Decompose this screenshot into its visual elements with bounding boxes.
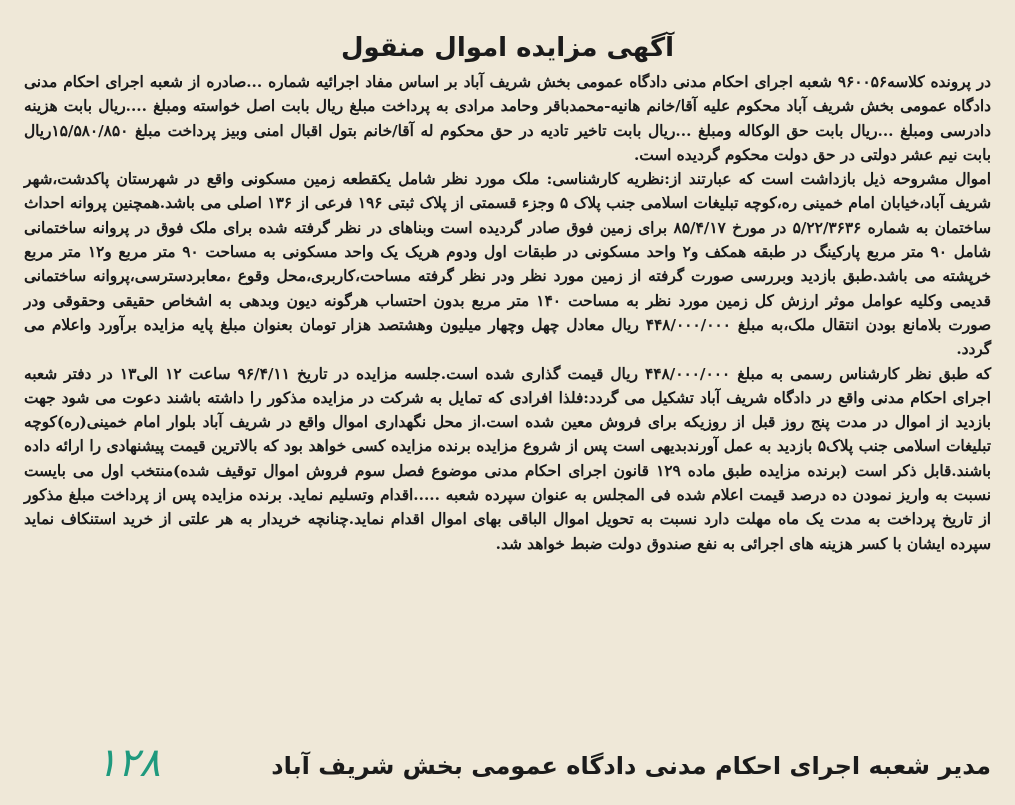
notice-title: آگهی مزایده اموال منقول xyxy=(340,33,675,63)
handwritten-number: ۱۲۸ xyxy=(96,740,161,786)
notice-paragraph-property: اموال مشروحه ذیل بازداشت است که عبارتند از:نظریه کارشناسی: ملک مورد نظر شامل یکقطعه زمین مسکونی واقع در شهرستان پاکدشت،شهر شریف آباد،خیابان امام خمینی ره،کوچه تبلیغات اسلامی جنب پلاک ۵ وجزء قسمتی از پلاک ثبتی ۱۹۶ فرعی از ۱۳۶ اصلی می باشد.همچنین پروانه احداث ساختمان به شماره ۵/۲۲/۳۶۳۶ در مورخ ۸۵/۴/۱۷ برای زمین فوق صادر گردیده است وبناهای در نظر گرفته شده برای ملک فوق در پروانه ساختمانی شامل ۹۰ متر مربع پارکینگ در طبقه همکف و۲ واحد مسکونی در طبقات اول ودوم هریک یک واحد مسکونی به مساحت ۹۰ متر مربع و۱۲ متر مربع خرپشته می باشد.طبق بازدید وبررسی صورت گرفته از زمین مورد نظر ودر نظر گرفته مساحت،کاربری،محل وقوع ،معابردسترسی،پروانه ساختمانی قدیمی وکلیه عوامل موثر ارزش کل زمین مورد نظر به مساحت ۱۴۰ متر مربع بدون احتساب هرگونه دیون وبدهی به اشخاص حقیقی وحقوقی ودر صورت بلامانع بودن انتقال ملک،به مبلغ ۴۴۸/۰۰۰/۰۰۰ ریال معادل چهل وچهار میلیون وهشتصد هزار تومان بعنوان مبلغ پایه مزایده برآورد واعلام می گردد. xyxy=(24,170,991,359)
notice-body xyxy=(24,70,991,556)
notice-paragraph-case: در پرونده کلاسه۹۶۰۰۵۶ شعبه اجرای احکام مدنی دادگاه عمومی بخش شریف آباد بر اساس مفاد اجرائیه شماره ...صادره از شعبه اجرای احکام مدنی دادگاه عمومی بخش شریف آباد محکوم علیه آقا/خانم هانیه-محمدباقر وحامد مرادی به پرداخت مبلغ ریال بابت اصل خواسته ومبلغ ....ریال بابت هزینه دادرسی ومبلغ ...ریال بابت حق الوکاله ومبلغ ...ریال بابت تاخیر تادیه در حق محکوم له آقا/خانم بتول اقبال امنی وبیز پرداخت مبلغ ۱۵/۵۸۰/۸۵۰ریال بابت نیم عشر دولتی در حق دولت محکوم گردیده است. xyxy=(24,73,991,164)
signature-line: مدیر شعبه اجرای احکام مدنی دادگاه عمومی بخش شریف آباد xyxy=(271,752,991,780)
notice-paragraph-auction-terms: که طبق نظر کارشناس رسمی به مبلغ ۴۴۸/۰۰۰/۰۰۰ ریال قیمت گذاری شده است.جلسه مزایده در تاریخ ۹۶/۴/۱۱ ساعت ۱۲ الی۱۳ در دفتر شعبه اجرای احکام مدنی واقع در دادگاه شریف آباد تشکیل می گردد:فلذا افرادی که تمایل به شرکت در مزایده مذکور را داشته باشند دعوت می شود جهت بازدید از اموال در مدت پنج روز قبل از روزیکه برای فروش معین شده است.از محل نگهداری اموال واقع در شریف آباد بلوار امام خمینی(ره)کوچه تبلیغات اسلامی جنب پلاک۵ بازدید به عمل آورندبدیهی است پس از شروع مزایده برنده مزایده کسی خواهد بود که بالاترین قیمت پیشنهادی را ارائه داده باشند.قابل ذکر است (برنده مزایده طبق ماده ۱۲۹ قانون اجرای احکام مدنی موضوع فصل سوم فروش اموال توقیف شده)منتخب اول می بایست نسبت به واریز نمودن ده درصد قیمت اعلام شده فی المجلس به عنوان سپرده شعبه .....اقدام وتسلیم نماید. برنده مزایده پس از پرداخت مبلغ مذکور از تاریخ پرداخت به مدت یک ماه مهلت دارد نسبت به تحویل اموال الباقی بهای اموال اقدام نماید.چنانچه خریدار به هر علتی از خرید استنکاف نماید سپرده ایشان با کسر هزینه های اجرائی به نفع صندوق دولت ضبط خواهد شد. xyxy=(24,364,991,553)
notice-footer xyxy=(24,731,991,791)
